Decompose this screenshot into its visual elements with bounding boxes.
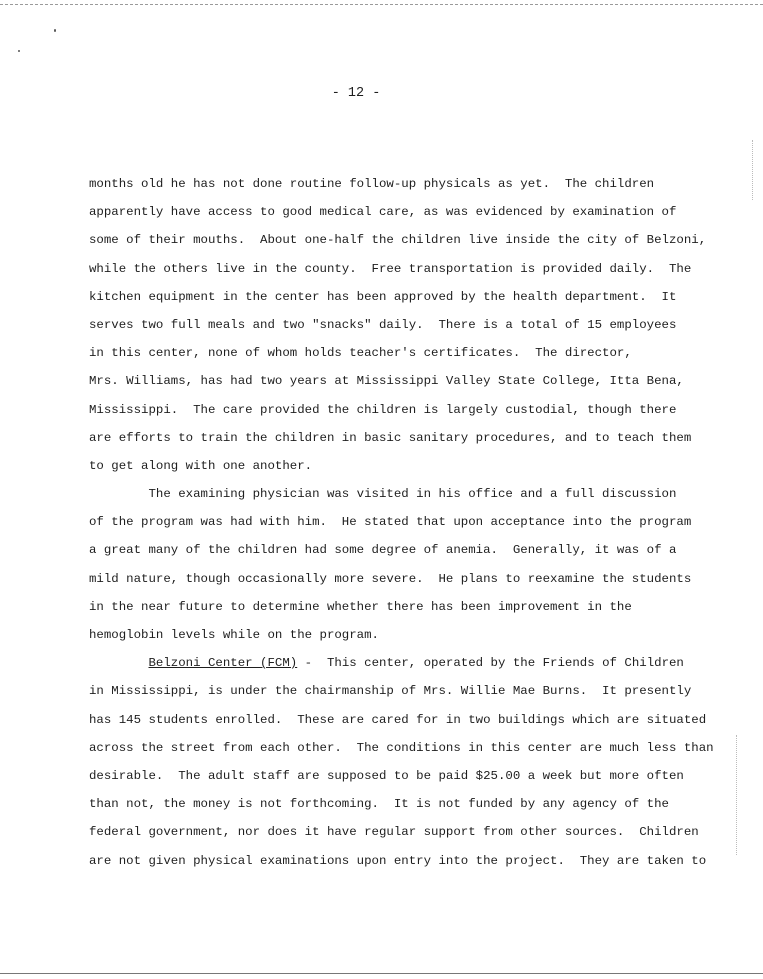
text-line: in this center, none of whom holds teacher's certificates. The director, <box>89 346 632 361</box>
text-line: apparently have access to good medical care, as was evidenced by examination of <box>89 205 677 220</box>
text-line: federal government, nor does it have regular support from other sources. Children <box>89 825 699 840</box>
text-line: in the near future to determine whether there has been improvement in the <box>89 599 632 614</box>
section-heading-belzoni-center: Belzoni Center (FCM) <box>148 656 298 671</box>
text-line: of the program was had with him. He stated that upon acceptance into the program <box>89 515 692 530</box>
text-line: The examining physician was visited in his office and a full discussion <box>89 487 677 502</box>
heading-line-rest: - This center, operated by the Friends of Children <box>297 656 684 671</box>
text-line: a great many of the children had some degree of anemia. Generally, it was of a <box>89 543 677 558</box>
scan-speck <box>18 50 20 52</box>
scan-margin-mark <box>752 140 753 200</box>
text-line: while the others live in the county. Free transportation is provided daily. The <box>89 261 692 276</box>
text-line: months old he has not done routine follow-up physicals as yet. The children <box>89 177 655 191</box>
belzoni-heading-line <box>89 649 709 677</box>
text-line: than not, the money is not forthcoming. It is not funded by any agency of the <box>89 797 669 812</box>
scan-speck <box>54 29 56 32</box>
text-line: Mississippi. The care provided the children is largely custodial, though there <box>89 402 677 417</box>
text-line: kitchen equipment in the center has been approved by the health department. It <box>89 289 677 304</box>
text-line: across the street from each other. The conditions in this center are much less than <box>89 740 714 755</box>
scan-bottom-edge <box>0 973 763 974</box>
scan-margin-mark <box>736 735 737 855</box>
body-text <box>89 170 714 875</box>
scan-top-edge <box>0 4 763 5</box>
text-line: mild nature, though occasionally more severe. He plans to reexamine the students <box>89 571 692 586</box>
page-number: - 12 - <box>331 86 381 101</box>
text-line: to get along with one another. <box>89 458 313 473</box>
text-line: in Mississippi, is under the chairmanship of Mrs. Willie Mae Burns. It presently <box>89 684 692 699</box>
text-line: desirable. The adult staff are supposed to be paid $25.00 a week but more often <box>89 768 684 783</box>
text-line: are not given physical examinations upon entry into the project. They are taken to <box>89 853 707 868</box>
text-line: has 145 students enrolled. These are cared for in two buildings which are situated <box>89 712 707 727</box>
text-line: some of their mouths. About one-half the children live inside the city of Belzoni, <box>89 233 707 248</box>
text-line: hemoglobin levels while on the program. <box>89 628 379 642</box>
text-line: Mrs. Williams, has had two years at Mississippi Valley State College, Itta Bena, <box>89 374 684 389</box>
indent <box>89 656 149 670</box>
text-line: serves two full meals and two "snacks" daily. There is a total of 15 employees <box>89 317 677 332</box>
text-line: are efforts to train the children in basic sanitary procedures, and to teach them <box>89 430 692 445</box>
